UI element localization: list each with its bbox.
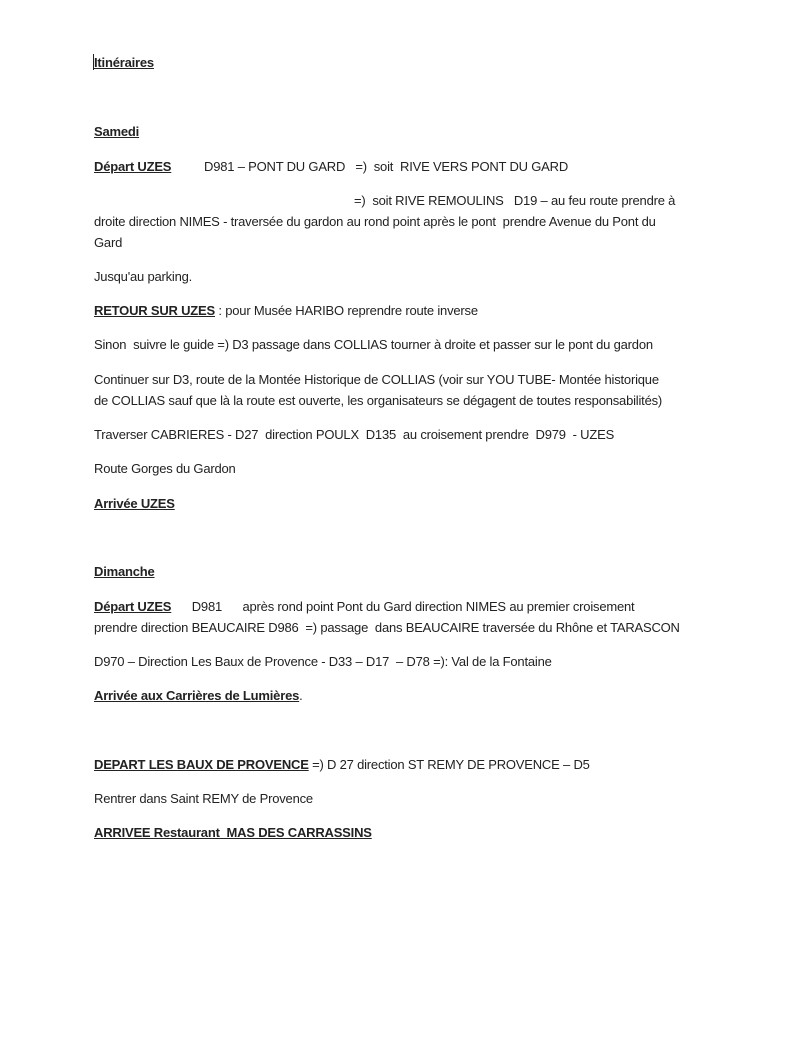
dimanche-d970: D970 – Direction Les Baux de Provence - D33 – D17 – D78 =): Val de la Fontaine	[94, 654, 552, 669]
dimanche-arrivee-restaurant: ARRIVEE Restaurant MAS DES CARRASSINS	[94, 825, 372, 840]
samedi-depart-route: D981 – PONT DU GARD =) soit RIVE VERS PONT DU GARD	[204, 159, 569, 174]
dimanche-depart-label: Départ UZES	[94, 599, 172, 614]
samedi-gorges: Route Gorges du Gardon	[94, 461, 236, 476]
dimanche-arrivee-carrieres-punct: .	[299, 688, 303, 703]
document-title: Itinéraires	[94, 55, 154, 70]
samedi-alt-line3: Gard	[94, 235, 123, 250]
dimanche-depart-line1	[94, 599, 634, 615]
samedi-parking: Jusqu'au parking.	[94, 269, 193, 284]
dimanche-depart-baux-label: DEPART LES BAUX DE PROVENCE	[94, 757, 309, 772]
samedi-continuer-line1: Continuer sur D3, route de la Montée Historique de COLLIAS (voir sur YOU TUBE- Montée historique	[94, 372, 659, 387]
samedi-retour-line	[94, 303, 478, 319]
samedi-retour-text: : pour Musée HARIBO reprendre route inverse	[215, 303, 478, 318]
heading-dimanche: Dimanche	[94, 564, 155, 579]
dimanche-depart-baux-text: =) D 27 direction ST REMY DE PROVENCE – D5	[308, 757, 590, 772]
dimanche-rentrer: Rentrer dans Saint REMY de Provence	[94, 791, 313, 806]
dimanche-arrivee-carrieres-line	[94, 688, 303, 704]
samedi-alt-line1: =) soit RIVE REMOULINS D19 – au feu route prendre à	[354, 193, 676, 208]
samedi-depart-label: Départ UZES	[94, 159, 172, 174]
samedi-sinon: Sinon suivre le guide =) D3 passage dans COLLIAS tourner à droite et passer sur le pont du gardon	[94, 337, 653, 352]
heading-samedi: Samedi	[94, 124, 140, 139]
dimanche-arrivee-carrieres: Arrivée aux Carrières de Lumières	[94, 688, 300, 703]
samedi-depart-line	[94, 159, 171, 175]
samedi-continuer-line2: de COLLIAS sauf que là la route est ouverte, les organisateurs se dégagent de toutes responsabilités)	[94, 393, 663, 408]
dimanche-depart-baux-line	[94, 757, 590, 773]
samedi-traverser: Traverser CABRIERES - D27 direction POULX D135 au croisement prendre D979 - UZES	[94, 427, 615, 442]
samedi-retour-label: RETOUR SUR UZES	[94, 303, 215, 318]
samedi-alt-line2: droite direction NIMES - traversée du gardon au rond point après le pont prendre Avenue du Pont du	[94, 214, 656, 229]
dimanche-depart-text: D981 après rond point Pont du Gard direction NIMES au premier croisement	[171, 599, 635, 614]
samedi-arrivee: Arrivée UZES	[94, 496, 175, 511]
dimanche-depart-line2: prendre direction BEAUCAIRE D986 =) passage dans BEAUCAIRE traversée du Rhône et TARASCON	[94, 620, 680, 635]
